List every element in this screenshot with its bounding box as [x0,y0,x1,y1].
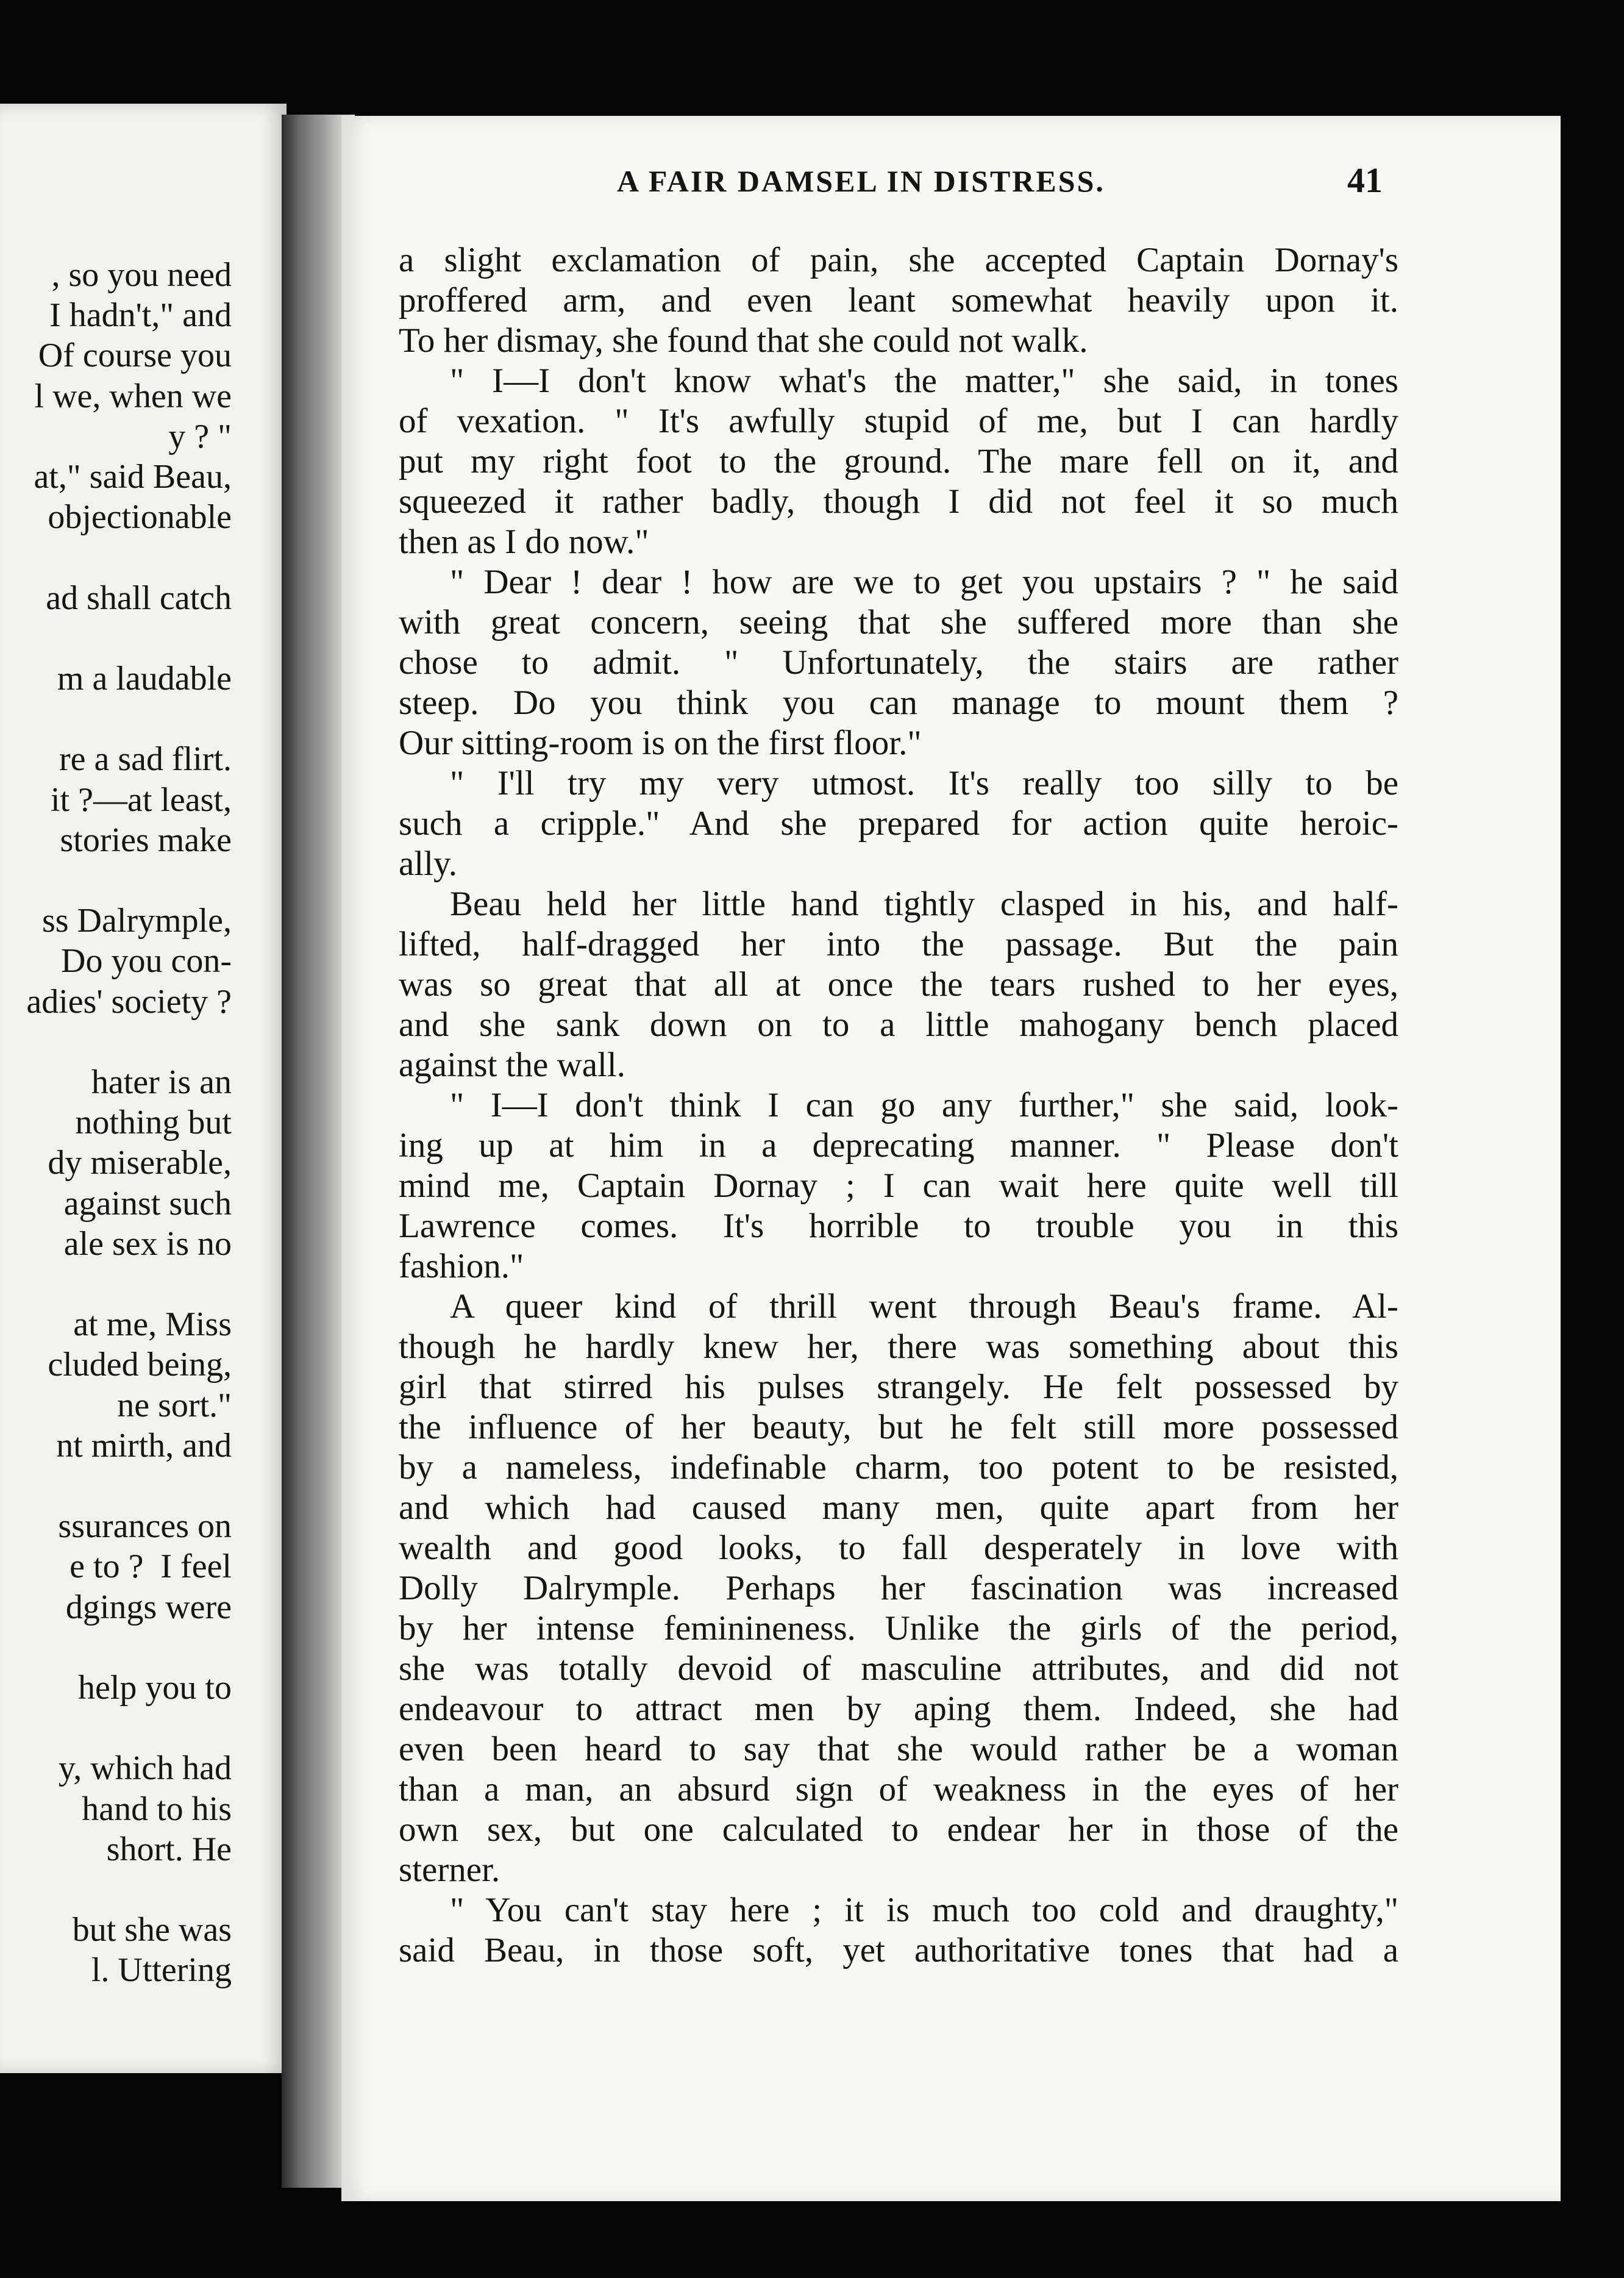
text-line: and which had caused many men, quite apart from her [399,1488,1398,1527]
left-page-line: stories make [60,821,232,859]
left-page-line: nt mirth, and [56,1426,232,1465]
text-line: own sex, but one calculated to endear her in those of the [399,1810,1398,1849]
left-page-line: against such [63,1184,232,1223]
text-line: " I—I don't think I can go any further," she said, look- [450,1086,1398,1124]
left-page-line: I hadn't," and [49,296,232,335]
text-line: squeezed it rather badly, though I did not feel it so much [399,482,1398,521]
left-page-line: help you to [78,1669,232,1707]
text-line: ing up at him in a deprecating manner. " Please don't [399,1126,1398,1165]
text-line: wealth and good looks, to fall desperately in love with [399,1529,1398,1567]
left-page-line: Of course you [38,337,232,375]
left-page-line: , so you need [51,256,232,294]
left-page-line: short. He [106,1830,232,1868]
left-page-line: at," said Beau, [34,458,232,496]
text-line: " I—I don't know what's the matter," she said, in tones [450,362,1398,400]
text-line: endeavour to attract men by aping them. Indeed, she had [399,1690,1398,1728]
left-page-line: adies' society ? [26,982,232,1021]
text-line: Beau held her little hand tightly clasped in his, and half- [450,885,1398,923]
page-number: 41 [1347,160,1383,200]
text-line: ally. [399,844,458,883]
text-line: chose to admit. " Unfortunately, the stairs are rather [399,643,1398,682]
text-line: against the wall. [399,1046,625,1084]
text-line: " Dear ! dear ! how are we to get you upstairs ? " he said [450,563,1398,601]
text-line: then as I do now." [399,523,649,561]
left-page-line: nothing but [75,1104,232,1142]
left-page-line: it ?—at least, [50,780,232,819]
text-line: To her dismay, she found that she could not walk. [399,321,1088,360]
text-line: Lawrence comes. It's horrible to trouble you in this [399,1207,1398,1245]
text-line: was so great that all at once the tears rushed to her eyes, [399,965,1398,1004]
left-page-line: l. Uttering [91,1951,232,1990]
text-line: A queer kind of thrill went through Beau's frame. Al- [450,1287,1398,1326]
text-line: put my right foot to the ground. The mare fell on it, and [399,442,1398,480]
left-page-line: objectionable [48,498,232,537]
left-page-line: dgings were [65,1588,232,1626]
left-page-line: y ? " [168,417,232,455]
text-line: than a man, an absurd sign of weakness in the eyes of her [399,1770,1398,1808]
left-page-line: e to ? I feel [69,1548,232,1586]
text-line: lifted, half-dragged her into the passage. But the pain [399,925,1398,963]
left-page-line: re a sad flirt. [59,740,232,779]
text-line: steep. Do you think you can manage to mount them ? [399,684,1398,722]
left-page-line: m a laudable [57,660,232,698]
text-line: Dolly Dalrymple. Perhaps her fascination was increased [399,1569,1398,1607]
text-line: and she sank down on to a little mahogany bench placed [399,1005,1398,1044]
left-page-line: hater is an [91,1063,232,1101]
left-page-line: ssurances on [58,1507,232,1546]
text-line: Our sitting-room is on the first floor." [399,724,922,762]
left-page-line: ale sex is no [63,1224,232,1263]
text-line: proffered arm, and even leant somewhat heavily upon it. [399,281,1398,320]
left-page-line: at me, Miss [73,1305,232,1344]
left-page-line: hand to his [82,1790,232,1828]
text-line: by a nameless, indefinable charm, too potent to be resisted, [399,1448,1398,1487]
text-line: mind me, Captain Dornay ; I can wait here quite well till [399,1166,1398,1205]
left-page-line: Do you con- [61,942,232,980]
left-page-line: cluded being, [48,1346,232,1384]
text-line: sterner. [399,1851,500,1889]
text-line: girl that stirred his pulses strangely. He felt possessed by [399,1368,1398,1406]
text-line: " I'll try my very utmost. It's really too silly to be [450,764,1398,802]
text-line: she was totally devoid of masculine attributes, and did not [399,1649,1398,1688]
left-page-line: y, which had [58,1749,232,1788]
left-page-line: ne sort." [117,1386,232,1424]
text-line: said Beau, in those soft, yet authoritative tones that had a [399,1931,1398,1969]
left-page-line: ss Dalrymple, [41,902,232,940]
text-line: a slight exclamation of pain, she accepted Captain Dornay's [399,241,1398,279]
text-line: such a cripple." And she prepared for action quite heroic- [399,804,1398,843]
body-text [399,240,1398,1971]
left-page-line: dy miserable, [48,1144,232,1182]
text-line: the influence of her beauty, but he felt still more possessed [399,1408,1398,1446]
left-page-line: l we, when we [34,377,232,415]
text-line: fashion." [399,1247,524,1285]
text-line: by her intense feminineness. Unlike the girls of the period, [399,1609,1398,1648]
text-line: of vexation. " It's awfully stupid of me, but I can hardly [399,402,1398,440]
left-page-fragment [0,104,287,2073]
text-line: with great concern, seeing that she suffered more than she [399,603,1398,641]
text-line: though he hardly knew her, there was something about this [399,1327,1398,1366]
text-line: even been heard to say that she would rather be a woman [399,1730,1398,1768]
left-page-line: but she was [72,1911,232,1949]
left-page-line: ad shall catch [46,579,232,617]
text-line: " You can't stay here ; it is much too cold and draughty," [450,1891,1398,1929]
running-title: A FAIR DAMSEL IN DISTRESS. [617,164,1105,198]
